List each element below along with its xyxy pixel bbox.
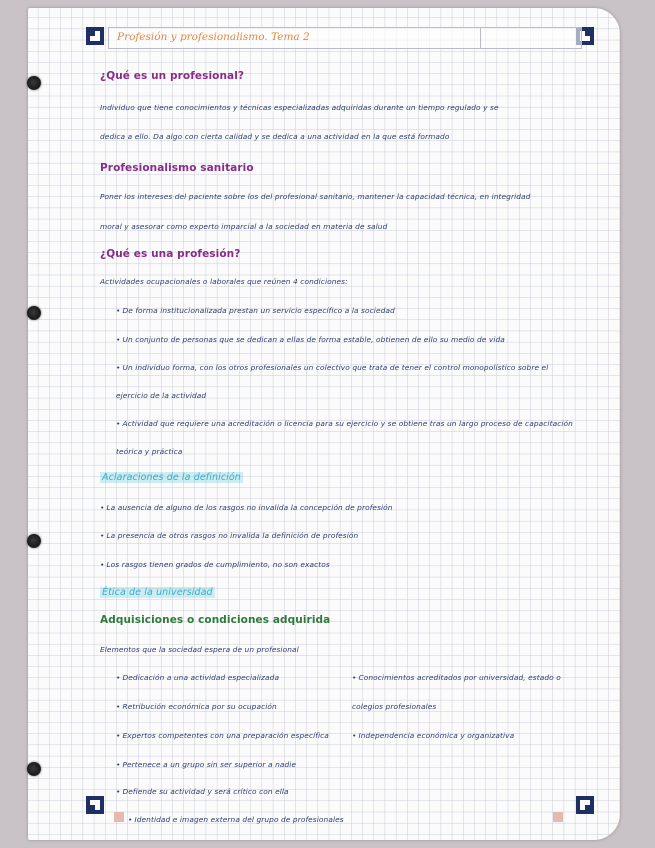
- heading-profesionalismo-sanitario: Profesionalismo sanitario: [100, 162, 254, 174]
- heading-adquisiciones: Adquisiciones o condiciones adquirida: [100, 614, 331, 626]
- list-item: • La ausencia de alguno de los rasgos no invalida la concepción de profesión: [100, 503, 393, 512]
- paragraph-line: Poner los intereses del paciente sobre los del profesional sanitario, mantener la capacidad técnica, en integridad: [100, 192, 531, 201]
- heading-que-es-profesion: ¿Qué es una profesión?: [100, 248, 241, 260]
- paragraph-line: dedica a ello. Da algo con cierta calidad y se dedica a una actividad en la que está formado: [100, 132, 450, 141]
- page-title: Profesión y profesionalismo. Tema 2: [117, 31, 310, 43]
- list-item: • Defiende su actividad y será crítico con ella: [116, 787, 289, 796]
- list-item: • Los rasgos tienen grados de cumplimiento, no son exactos: [100, 560, 330, 569]
- list-item: • Un conjunto de personas que se dedican a ellas de forma estable, obtienen de ello su medio de vida: [116, 335, 505, 344]
- binder-hole: [27, 76, 41, 90]
- binder-hole: [27, 306, 41, 320]
- paragraph-line: moral y asesorar como experto imparcial a la sociedad en materia de salud: [100, 222, 388, 231]
- list-item: • Un individuo forma, con los otros profesionales un colectivo que trata de tener el control monopolístico sobre el: [116, 363, 549, 372]
- list-item: • Dedicación a una actividad especializada: [116, 673, 280, 682]
- list-item: • De forma institucionalizada prestan un servicio específico a la sociedad: [116, 306, 395, 315]
- corner-square-icon: [553, 812, 563, 822]
- corner-square-icon: [114, 812, 124, 822]
- list-item: • Independencia económica y organizativa: [352, 731, 515, 740]
- list-item-continuation: ejercicio de la actividad: [116, 391, 207, 400]
- list-item-continuation: colegios profesionales: [352, 702, 437, 711]
- paragraph-line: Elementos que la sociedad espera de un profesional: [100, 645, 299, 654]
- corner-mark-icon: [86, 796, 104, 814]
- title-divider: [480, 28, 481, 48]
- corner-mark-icon: [576, 796, 594, 814]
- list-item: • Pertenece a un grupo sin ser superior a nadie: [116, 760, 297, 769]
- title-box: [108, 27, 582, 49]
- list-item: • Identidad e imagen externa del grupo de profesionales: [128, 815, 344, 824]
- list-item-continuation: teórica y práctica: [116, 447, 183, 456]
- heading-que-es-profesional: ¿Qué es un profesional?: [100, 70, 245, 82]
- list-item: • Expertos competentes con una preparación específica: [116, 731, 329, 740]
- list-item: • Retribución económica por su ocupación: [116, 702, 277, 711]
- binder-hole: [27, 534, 41, 548]
- corner-mark-icon: [86, 27, 104, 45]
- paragraph-line: Individuo que tiene conocimientos y técnicas especializadas adquiridas durante un tiempo regulado y se: [100, 103, 499, 112]
- list-item: • Actividad que requiere una acreditación o licencia para su ejercicio y se obtiene tras un largo proceso de capacitación: [116, 419, 573, 428]
- heading-aclaraciones: Aclaraciones de la definición: [102, 472, 241, 483]
- paragraph-line: Actividades ocupacionales o laborales que reúnen 4 condiciones:: [100, 277, 348, 286]
- binder-hole: [27, 762, 41, 776]
- heading-etica-universidad: Ética de la universidad: [102, 587, 213, 598]
- list-item: • La presencia de otros rasgos no invalida la definición de profesión: [100, 531, 359, 540]
- list-item: • Conocimientos acreditados por universidad, estado o: [352, 673, 561, 682]
